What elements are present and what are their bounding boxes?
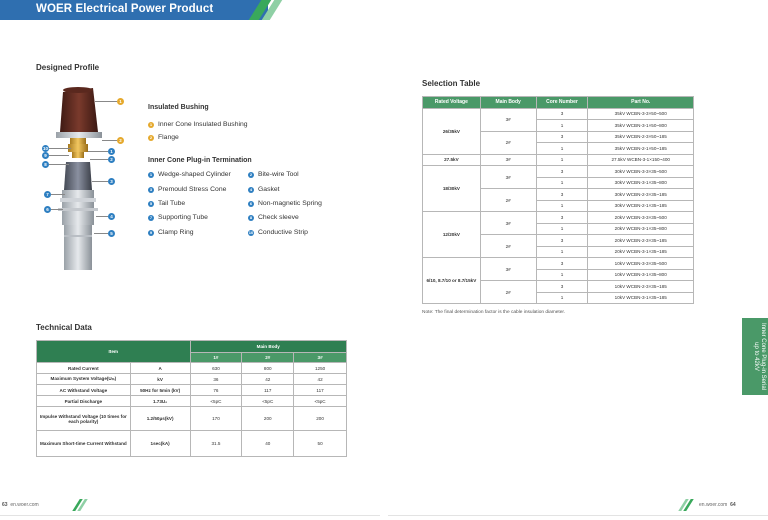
legend-item: 2 Flange	[149, 134, 179, 141]
product-drawing	[38, 80, 138, 270]
selection-note: Note: The final determination factor is the cable insulation diameter.	[422, 310, 566, 315]
table-row: 18/30kV 3# 3 30kV WCBN-3-3×35~500	[423, 166, 694, 178]
callout-10: 10	[42, 146, 48, 151]
technical-data-title: Technical Data	[36, 323, 92, 332]
footer-site: en.woer.com	[10, 502, 39, 508]
footer-right	[699, 502, 736, 508]
legend-num: 3	[149, 187, 153, 192]
legend-item: 1 Wedge-shaped Cylinder	[149, 171, 231, 178]
legend-item: 3 Premould Stress Cone	[149, 186, 227, 193]
legend-num: 7	[149, 215, 153, 220]
legend-num: 6	[249, 201, 253, 206]
legend-num: 9	[149, 230, 153, 235]
callout-8: 8	[42, 161, 49, 168]
body-header: 1#	[190, 353, 242, 363]
legend-item: 5 Tail Tube	[149, 200, 186, 207]
table-row: Maximum Short-time Current Withstand 1sec(kA) 31.5 40 50	[37, 431, 347, 457]
footer-divider	[0, 515, 380, 516]
callout-6: 6	[44, 206, 51, 213]
table-row: AC Withstand Voltage 50Hz for 5min (kV) 76 117 117	[37, 385, 347, 396]
item-header: Item	[37, 341, 191, 363]
designed-profile-title: Designed Profile	[36, 63, 100, 72]
table-row: 12/20kV 3# 3 20kV WCBN-3-3×35~500	[423, 212, 694, 224]
table-row: 1 35kV WCBN-3-1×50~800	[423, 120, 694, 132]
legend-item: 9 Clamp Ring	[149, 229, 194, 236]
legend-item: 2 Bite-wire Tool	[249, 171, 299, 178]
table-row: 2# 3 30kV WCBN-2-3×35~185	[423, 189, 694, 201]
insulated-bushing-title: Insulated Bushing	[148, 104, 209, 111]
table-row: 2# 3 20kV WCBN-2-3×35~185	[423, 235, 694, 247]
legend-item: 8 Check sleeve	[249, 214, 299, 221]
header-banner	[0, 0, 268, 20]
table-row: 1 35kV WCBN-2-1×50~185	[423, 143, 694, 155]
legend-num: 10	[248, 230, 254, 235]
legend-item: 1 Inner Cone Insulated Bushing	[149, 121, 248, 128]
page-number: 63	[2, 502, 8, 508]
callout-2b: 2	[108, 156, 115, 163]
legend-item: 4 Gasket	[249, 186, 280, 193]
callout-7: 7	[44, 191, 51, 198]
callout-4: 4	[108, 213, 115, 220]
main-body-header: Main Body	[190, 341, 346, 353]
table-row: 1 30kV WCBN-2-1×35~185	[423, 200, 694, 212]
table-row: 1 20kV WCBN-3-1×35~185	[423, 246, 694, 258]
legend-num: 1	[149, 122, 153, 127]
side-tab	[742, 318, 768, 395]
body-header: 2#	[242, 353, 294, 363]
callout-2: 2	[117, 137, 124, 144]
body-header: 3#	[294, 353, 347, 363]
legend-num: 5	[149, 201, 153, 206]
callout-1b: 1	[108, 148, 115, 155]
table-row: 26/35kV 3# 3 35kV WCBN-3-3×50~500	[423, 108, 694, 120]
legend-num: 2	[249, 172, 253, 177]
legend-num: 4	[249, 187, 253, 192]
col-header: Main Body	[480, 97, 536, 109]
selection-table-title: Selection Table	[422, 79, 481, 88]
footer-left	[2, 502, 39, 508]
table-row: 1 10kV WCBN-3-1×35~800	[423, 269, 694, 281]
footer-site: en.woer.com	[699, 502, 728, 508]
legend-item: 7 Supporting Tube	[149, 214, 208, 221]
table-row: 1 10kV WCBN-3-1×35~185	[423, 292, 694, 304]
col-header: Part No.	[588, 97, 694, 109]
table-row: Impulse Withstand Voltage (10 times for each polarity) 1.2/50μs(kV) 170 200 200	[37, 407, 347, 431]
callout-1: 1	[117, 98, 124, 105]
legend-item: 10 Conductive Strip	[248, 229, 308, 236]
table-row: 27.5kV 3# 1 27.5kV WCBN-3-1×150~400	[423, 154, 694, 166]
legend-num: 1	[149, 172, 153, 177]
col-header: Rated Voltage	[423, 97, 481, 109]
callout-5: 5	[108, 230, 115, 237]
table-row: Partial Discharge 1.73U₀ <5pC <5pC <5pC	[37, 396, 347, 407]
table-row: 1 20kV WCBN-3-1×35~800	[423, 223, 694, 235]
termination-title: Inner Cone Plug-in Termination	[148, 157, 252, 164]
col-header: Core Number	[536, 97, 588, 109]
table-row: 2# 3 10kV WCBN-2-3×35~185	[423, 281, 694, 293]
page-number: 64	[730, 502, 736, 508]
side-tab-text: Inner Cone Plug-in Serial up to 42kV	[753, 322, 766, 391]
legend-num: 8	[249, 215, 253, 220]
header-title: WOER Electrical Power Product	[36, 3, 214, 15]
callout-9: 9	[42, 152, 49, 159]
table-row: Maximum System Voltage(Uₘ) kV 36 42 42	[37, 374, 347, 385]
footer-divider	[388, 515, 768, 516]
table-row: 1 30kV WCBN-3-1×35~800	[423, 177, 694, 189]
table-row: 6/10, 8.7/10 or 8.7/15kV 3# 3 10kV WCBN-3-3×35~500	[423, 258, 694, 270]
selection-table	[422, 96, 694, 304]
table-row: 2# 3 35kV WCBN-2-3×50~185	[423, 131, 694, 143]
legend-item: 6 Non-magnetic Spring	[249, 200, 322, 207]
technical-data-table	[36, 340, 347, 457]
legend-num: 2	[149, 135, 153, 140]
callout-3: 3	[108, 178, 115, 185]
table-row: Rated Current A 630 800 1250	[37, 363, 347, 374]
